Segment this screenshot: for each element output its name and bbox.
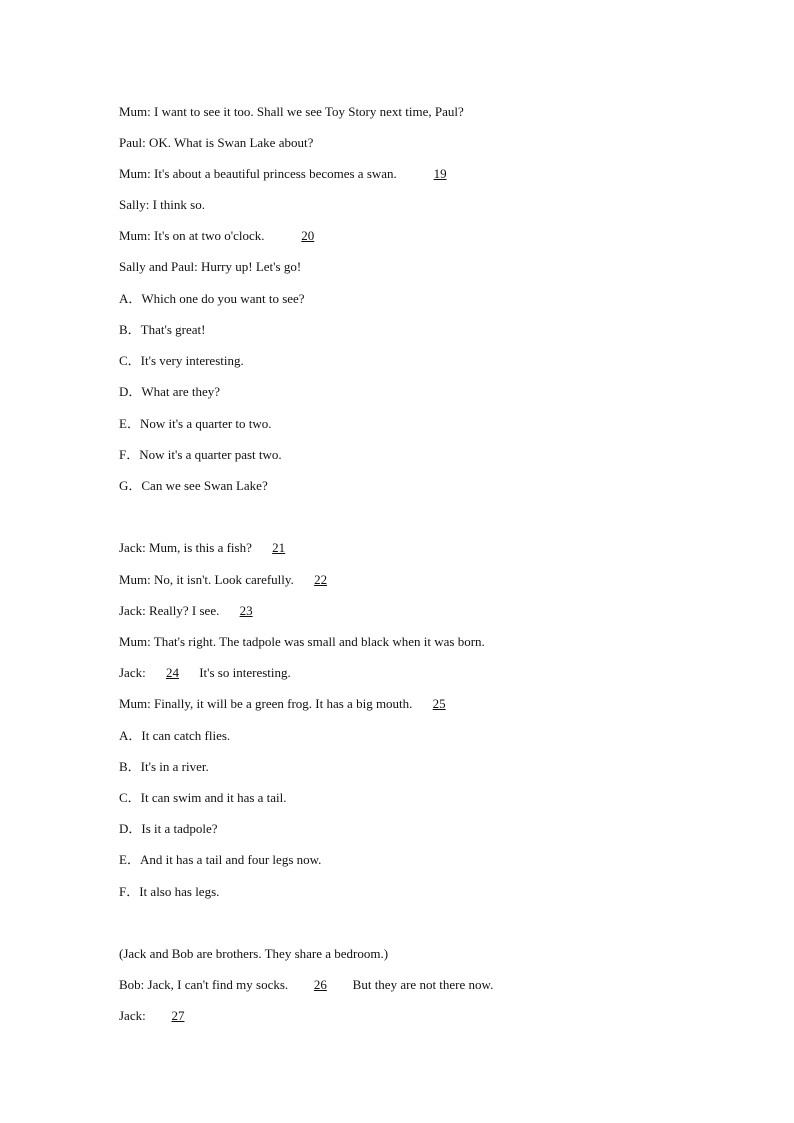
answer-blank-21[interactable]: 21: [272, 540, 286, 555]
dialogue-line: Jack: Really? I see. 23: [119, 603, 270, 619]
answer-blank-24[interactable]: 24: [165, 665, 179, 680]
option-item: D．Is it a tadpole?: [119, 821, 218, 836]
option-item: A．It can catch flies.: [119, 728, 231, 743]
option-item: E．And it has a tail and four legs now.: [119, 852, 322, 867]
option-item: F．Now it's a quarter past two.: [119, 447, 282, 462]
dialogue-line: Sally and Paul: Hurry up! Let's go!: [119, 259, 302, 274]
option-item: E．Now it's a quarter to two.: [119, 416, 272, 431]
option-item: B．That's great!: [119, 322, 206, 337]
answer-blank-27[interactable]: 27: [171, 1008, 185, 1023]
dialogue-line: Mum: That's right. The tadpole was small and black when it was born.: [119, 634, 485, 649]
answer-blank-19[interactable]: 19: [433, 166, 447, 181]
answer-blank-20[interactable]: 20: [301, 228, 315, 243]
option-item: B．It's in a river.: [119, 759, 209, 774]
dialogue-line: Sally: I think so.: [119, 197, 205, 212]
dialogue-line: Paul: OK. What is Swan Lake about?: [119, 135, 314, 150]
option-item: D．What are they?: [119, 384, 221, 399]
option-item: C．It's very interesting.: [119, 353, 244, 368]
dialogue-line: Mum: It's on at two o'clock. 20: [119, 228, 348, 244]
answer-blank-26[interactable]: 26: [313, 977, 327, 992]
option-item: G．Can we see Swan Lake?: [119, 478, 268, 493]
dialogue-line: Jack: 24 It's so interesting.: [119, 665, 291, 680]
option-item: C．It can swim and it has a tail.: [119, 790, 287, 805]
option-item: A．Which one do you want to see?: [119, 291, 305, 306]
dialogue-line: Mum: Finally, it will be a green frog. It has a big mouth. 25: [119, 696, 463, 712]
dialogue-line: Mum: I want to see it too. Shall we see Toy Story next time, Paul?: [119, 104, 464, 119]
scene-intro: (Jack and Bob are brothers. They share a bedroom.): [119, 946, 389, 961]
dialogue-line: Jack: 27: [119, 1008, 207, 1024]
dialogue-line: Mum: No, it isn't. Look carefully. 22: [119, 572, 344, 588]
dialogue-line: Bob: Jack, I can't find my socks. 26 But they are not there now.: [119, 977, 494, 992]
option-item: F．It also has legs.: [119, 884, 220, 899]
answer-blank-23[interactable]: 23: [239, 603, 253, 618]
dialogue-line: Mum: It's about a beautiful princess becomes a swan. 19: [119, 166, 480, 182]
answer-blank-22[interactable]: 22: [314, 572, 328, 587]
dialogue-line: Jack: Mum, is this a fish? 21: [119, 540, 302, 556]
answer-blank-25[interactable]: 25: [432, 696, 446, 711]
